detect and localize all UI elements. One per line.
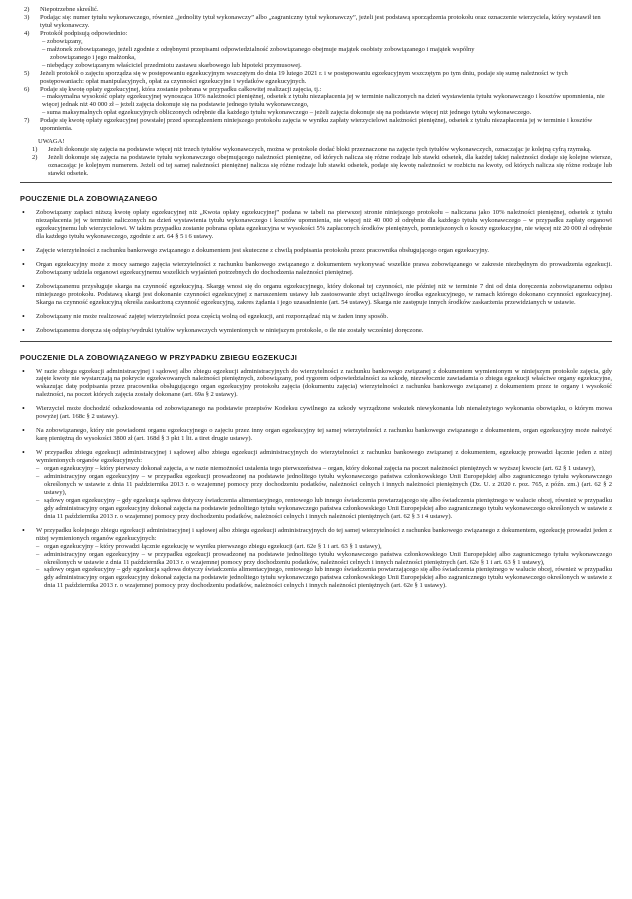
footnote-subitem: – małżonek zobowiązanego, jeżeli zgodnie z odrębnymi przepisami odpowiedzialność zobowiązanego obejmuje majątek osobisty zobowiązanego i majątek wspólny (42, 45, 475, 53)
footnote-number: 7) (24, 117, 30, 125)
bullet-icon: • (22, 404, 25, 414)
instruction-item (20, 283, 612, 307)
instruction-subtext: organ egzekucyjny – który prowadzi łącznie egzekucję w wyniku pierwszego zbiegu egzekucji (art. 62e § 1 i art. 63 § 1 ustawy), (44, 542, 382, 550)
bullet-icon: • (22, 207, 25, 217)
instruction-item (20, 427, 612, 443)
footnote-number: 2) (24, 6, 30, 13)
footnote-number: 4) (24, 29, 30, 37)
footnote-number: 3) (24, 13, 30, 21)
instruction-text: W razie zbiegu egzekucji administracyjnej i sądowej albo zbiegu egzekucji administracyjnych do wierzytelności z rachunku bankowego związanej z dokumentem wymienionym w niniejszym protokole zajęcia, gdy zajęte kwoty nie wystarczają na pokrycie egzekwowanych należności pieniężnych, zobowiązany, pod rygorem odpowiedzialności za szkodę, niezwłocznie zawiadamia o zbiegu egzekucji właściwe organy egzekucyjne, wskazując datę podpisania przez pracownika obsługującego organ egzekucyjny protokołu zajęcia (dokumentu zajęcia) wierzytelności z rachunku bankowego związanej z dokumentem przez te organy i wysokość należności, na poczet których zajęcia zostały dokonane (art. 69a § 2 ustawy). (36, 367, 612, 399)
warning-number: 1) (32, 146, 38, 154)
instruction-body (36, 527, 612, 591)
footnote-subitem: – niebędący zobowiązanym właściciel przedmiotu zastawu skarbowego lub hipoteki przymusowej. (42, 61, 302, 69)
dash-icon: – (36, 550, 40, 558)
bullet-icon: • (22, 525, 25, 535)
bullet-icon: • (22, 426, 25, 436)
instruction-item (20, 327, 612, 335)
instruction-subtext: organ egzekucyjny – który pierwszy dokonał zajęcia, a w razie niemożności ustalenia tego pierwszeństwa – organ, który dokonał zajęcia na poczet należności pieniężnych w wyższej kwocie (art. 62 § 1 ustawy), (44, 465, 596, 473)
bullet-icon: • (22, 311, 25, 321)
instruction-subitem (36, 497, 612, 521)
footnote-number: 6) (24, 85, 30, 93)
footnote-text: Podaje się kwotę opłaty egzekucyjnej, która zostanie pobrana w przypadku całkowitej realizacji zajęcia, tj.: (40, 85, 322, 93)
footnote-item (20, 6, 612, 14)
instruction-item (20, 261, 612, 277)
instruction-item (20, 313, 612, 321)
warning-title: UWAGA! (38, 138, 65, 146)
bullet-icon: • (22, 245, 25, 255)
section-divider (20, 182, 612, 183)
instruction-subtext: administracyjny organ egzekucyjny – w przypadku egzekucji prowadzonej na podstawie jednolitego tytułu wykonawczego państwa członkowskiego Unii Europejskiej albo zagranicznego tytułu wykonawczego określonych w ustawie z dnia 11 października 2013 r. o wzajemnej pomocy przy dochodzeniu podatków, należności celnych i innych należności pieniężnych (art. 62e § 1 i art. 63 § 1 ustawy), (44, 550, 612, 566)
warning-item (32, 146, 612, 154)
instruction-list (20, 368, 612, 591)
footnote-text: Protokół podpisują odpowiednio: (40, 29, 128, 37)
footnote-number: 5) (24, 69, 30, 77)
instruction-item (20, 368, 612, 400)
section-divider (20, 341, 612, 342)
instruction-item (20, 405, 612, 421)
instruction-subitem (36, 543, 612, 551)
section-heading: POUCZENIE DLA ZOBOWIĄZANEGO W PRZYPADKU ZBIEGU EGZEKUCJI (20, 352, 298, 362)
footnotes (20, 6, 612, 133)
instruction-item (20, 527, 612, 591)
footnote-item (20, 117, 612, 133)
instruction-text: Zobowiązany nie może realizować zajętej wierzytelności poza częścią wolną od egzekucji, ani rozporządzać nią w żaden inny sposób. (36, 312, 389, 320)
instruction-text: Zobowiązany zapłaci niższą kwotę opłaty egzekucyjnej niż „Kwota opłaty egzekucyjnej” podana w tabeli na pierwszej stronie niniejszego protokołu – naliczana jako 10% należności pieniężnej, odsetek z tytułu niezapłacenia jej w terminie naliczonych na dzień wystawienia tytułu wykonawczego i kosztów upomnienia, nie więcej niż 40 000 zł odrębnie dla każdego tytułu wykonawczego – w przypadku zapłaty organowi egzekucyjnemu lub wierzycielowi. W takim przypadku zostanie pobrana opłata egzekucyjna w wysokości 5% zapłaconych środków pieniężnych, pomniejszonych o koszty egzekucyjne, nie więcej niż 20 000 zł odrębnie dla każdego tytułu wykonawczego, zgodnie z art. 64 § 5 i 6 ustawy. (36, 208, 612, 240)
instruction-subitem (36, 566, 612, 590)
instruction-text: Zobowiązanemu doręcza się odpisy/wydruki tytułów wykonawczych wymienionych w niniejszym protokole, o ile nie zostały wcześniej doręczone. (36, 326, 424, 334)
instruction-item (20, 247, 612, 255)
warning-number: 2) (32, 154, 38, 162)
warning-block (20, 138, 612, 178)
footnote-text: Podaje się kwotę opłaty egzekucyjnej powstałej przed sporządzeniem niniejszego protokołu zajęcia w wyniku zapłaty wierzycielowi należności pieniężnej, odsetek z tytułu niezapłacenia jej w terminie i kosztów upomnienia. (40, 117, 593, 133)
instruction-subitem (36, 551, 612, 567)
dash-icon: – (36, 465, 40, 473)
instruction-text: Na zobowiązanego, który nie powiadomi organu egzekucyjnego o zajęciu przez inny organ egzekucyjny tej samej wierzytelności z rachunku bankowego związanego z dokumentem, organ egzekucyjny może nałożyć karę pieniężną do wysokości 3800 zł (art. 168d § 3 pkt 1 lit. a tiret drugie ustawy). (36, 427, 612, 443)
footnote-text: Niepotrzebne skreślić. (40, 6, 99, 13)
instruction-text: W przypadku zbiegu egzekucji administracyjnej i sądowej albo zbiegu egzekucji administracyjnych do wierzytelności z rachunku bankowego związanej z dokumentem, egzekucję prowadzi łącznie jeden z niżej wymienionych organów egzekucyjnych: (36, 449, 612, 465)
footnote-subitem: – zobowiązany, (42, 37, 83, 45)
footnote-text: Jeżeli protokół o zajęciu sporządza się w postępowaniu egzekucyjnym wszczętym do dnia 19 lutego 2021 r. i w postępowaniu egzekucyjnym wszczętym po tym dniu, podaje się sumę należności w tych postępowaniach: opłat manipulacyjnych, opłat za czynności egzekucyjne i wydatków egzekucyjnych. (40, 69, 568, 85)
warning-item (32, 154, 612, 178)
footnote-subitem: zobowiązanego i jego małżonka, (50, 53, 136, 61)
dash-icon: – (36, 542, 40, 550)
section-heading: POUCZENIE DLA ZOBOWIĄZANEGO (20, 194, 158, 204)
instruction-subtext: sądowy organ egzekucyjny – gdy egzekucja sądowa dotyczy świadczenia alimentacyjnego, rentowego lub innego świadczenia powtarzającego się albo świadczenia pieniężnego w walucie obcej, również w przypadku gdy administracyjny organ egzekucyjny dokonał zajęcia na podstawie jednolitego tytułu wykonawczego państwa członkowskiego Unii Europejskiej albo zagranicznego tytułu wykonawczego określonych w ustawie z dnia 11 października 2013 r. o wzajemnej pomocy przy dochodzeniu podatków, należności celnych i innych należności pieniężnych (art. 62e § 1 ustawy). (44, 566, 612, 590)
bullet-icon: • (22, 366, 25, 376)
bullet-icon: • (22, 281, 25, 291)
footnote-subitem: – maksymalna wysokość opłaty egzekucyjnej wynosząca 10% należności pieniężnej, odsetek z tytułu niezapłacenia jej w terminie naliczonych na dzień wystawienia tytułu wykonawczego i kosztów upomnienia, nie więcej jednak niż 40 000 zł – jeżeli zajęcia dokonuje się na podstawie jednego tytułu wykonawczego, (42, 93, 605, 109)
instruction-item (20, 449, 612, 521)
bullet-icon: • (22, 448, 25, 458)
footnote-item (20, 86, 612, 94)
instruction-subitem (36, 465, 612, 473)
instruction-subitem (36, 473, 612, 497)
warning-text: Jeżeli dokonuje się zajęcia na podstawie więcej niż trzech tytułów wykonawczych, można w protokole dodać bloki przeznaczone na zajęcie tych tytułów wykonawczych, oznaczając je kolejną cyfrą rzymską. (48, 146, 592, 154)
dash-icon: – (36, 496, 40, 504)
dash-icon: – (36, 472, 40, 480)
instruction-subtext: sądowy organ egzekucyjny – gdy egzekucja sądowa dotyczy świadczenia alimentacyjnego, rentowego lub innego świadczenia powtarzającego się albo świadczenia pieniężnego w walucie obcej, również w przypadku gdy administracyjny organ egzekucyjny dokonał zajęcia na podstawie jednolitego tytułu wykonawczego państwa członkowskiego Unii Europejskiej albo zagranicznego tytułu wykonawczego określonych w ustawie z dnia 11 października 2013 r. o wzajemnej pomocy przy dochodzeniu podatków, należności celnych i innych należności pieniężnych (art. 62 § 3 i 4 ustawy). (44, 496, 612, 520)
instruction-subtext: administracyjny organ egzekucyjny – w przypadku egzekucji prowadzonej na podstawie jednolitego tytułu wykonawczego państwa członkowskiego Unii Europejskiej albo zagranicznego tytułu wykonawczego określonych w ustawie z dnia 11 października 2013 r. o wzajemnej pomocy przy dochodzeniu podatków, należności celnych i innych należności pieniężnych (Dz. U. z 2020 r. poz. 765, z późn. zm.) (art. 62 § 2 ustawy), (44, 472, 612, 496)
instruction-body (36, 449, 612, 521)
footnote-subitem: – suma maksymalnych opłat egzekucyjnych obliczonych odrębnie dla każdego tytułu wykonawczego – jeżeli zajęcia dokonuje się na podstawie więcej niż jednego tytułu wykonawczego. (42, 109, 532, 117)
instruction-text: Wierzyciel może dochodzić odszkodowania od zobowiązanego na podstawie przepisów Kodeksu cywilnego za szkody wyrządzone wskutek niewykonania lub nienależytego wykonania obowiązku, o którym mowa powyżej (art. 168c § 2 ustawy). (36, 405, 612, 421)
instruction-text: Zajęcie wierzytelności z rachunku bankowego związanego z dokumentem jest skuteczne z chwilą podpisania protokołu przez pracownika obsługującego organ egzekucyjny. (36, 246, 490, 254)
warning-text: Jeżeli dokonuje się zajęcia na podstawie tytułu wykonawczego obejmującego należności pieniężne, od których nalicza się różne rodzaje lub stawki odsetek, dla każdej takiej należności dodaje się kolejne wiersze, oznaczając je kolejnym numerem. Jeżeli od tej samej należności pieniężnej nalicza się różne rodzaje lub stawki odsetek, podaje się kwotę należności w rozbiciu na kwoty, od których nalicza się różne rodzaje lub stawki odsetek. (48, 154, 612, 178)
dash-icon: – (36, 566, 40, 574)
footnote-item (20, 30, 612, 38)
instruction-text: Organ egzekucyjny może z mocy samego zajęcia wierzytelności z rachunku bankowego związanego z dokumentem wykonywać wszelkie prawa zobowiązanego w zakresie niezbędnym do prowadzenia egzekucji. Zobowiązany udziela organowi egzekucyjnemu wszelkich wyjaśnień potrzebnych do dochodzenia należności pieniężnej. (36, 260, 612, 276)
instruction-item (20, 209, 612, 241)
instruction-list (20, 209, 612, 335)
bullet-icon: • (22, 325, 25, 335)
instruction-text: W przypadku kolejnego zbiegu egzekucji administracyjnej i sądowej albo zbiegu egzekucji administracyjnych do tej samej wierzytelności z rachunku bankowego związanego z dokumentem, egzekucję prowadzi jeden z niżej wymienionych organów egzekucyjnych: (36, 526, 612, 542)
footnote-item (20, 14, 612, 30)
instruction-text: Zobowiązanemu przysługuje skarga na czynność egzekucyjną. Skargę wnosi się do organu egzekucyjnego, który dokonał tej czynności, nie później niż w terminie 7 dni od dnia doręczenia zobowiązanemu odpisu niniejszego protokołu. Podstawą skargi jest dokonanie czynności egzekucyjnej z naruszeniem ustawy lub zastosowanie zbyt uciążliwego środka egzekucyjnego, w ramach którego dokonano czynności egzekucyjnej. Skarga na czynność egzekucyjną określa zaskarżoną czynność egzekucyjną, zakres żądania i jego uzasadnienie (art. 54 ustawy). Skarga nie zastępuje innych środków zaskarżenia przewidzianych w ustawie. (36, 282, 612, 306)
bullet-icon: • (22, 259, 25, 269)
footnote-text: Podając się: numer tytułu wykonawczego, również „jednolity tytuł wykonawczy” albo „zagraniczny tytuł wykonawczy”, jeżeli jest podstawą sporządzenia protokołu oraz oznaczenie wierzyciela, który wystawił ten tytuł wykonawczy. (40, 13, 601, 29)
footnote-item (20, 70, 612, 86)
